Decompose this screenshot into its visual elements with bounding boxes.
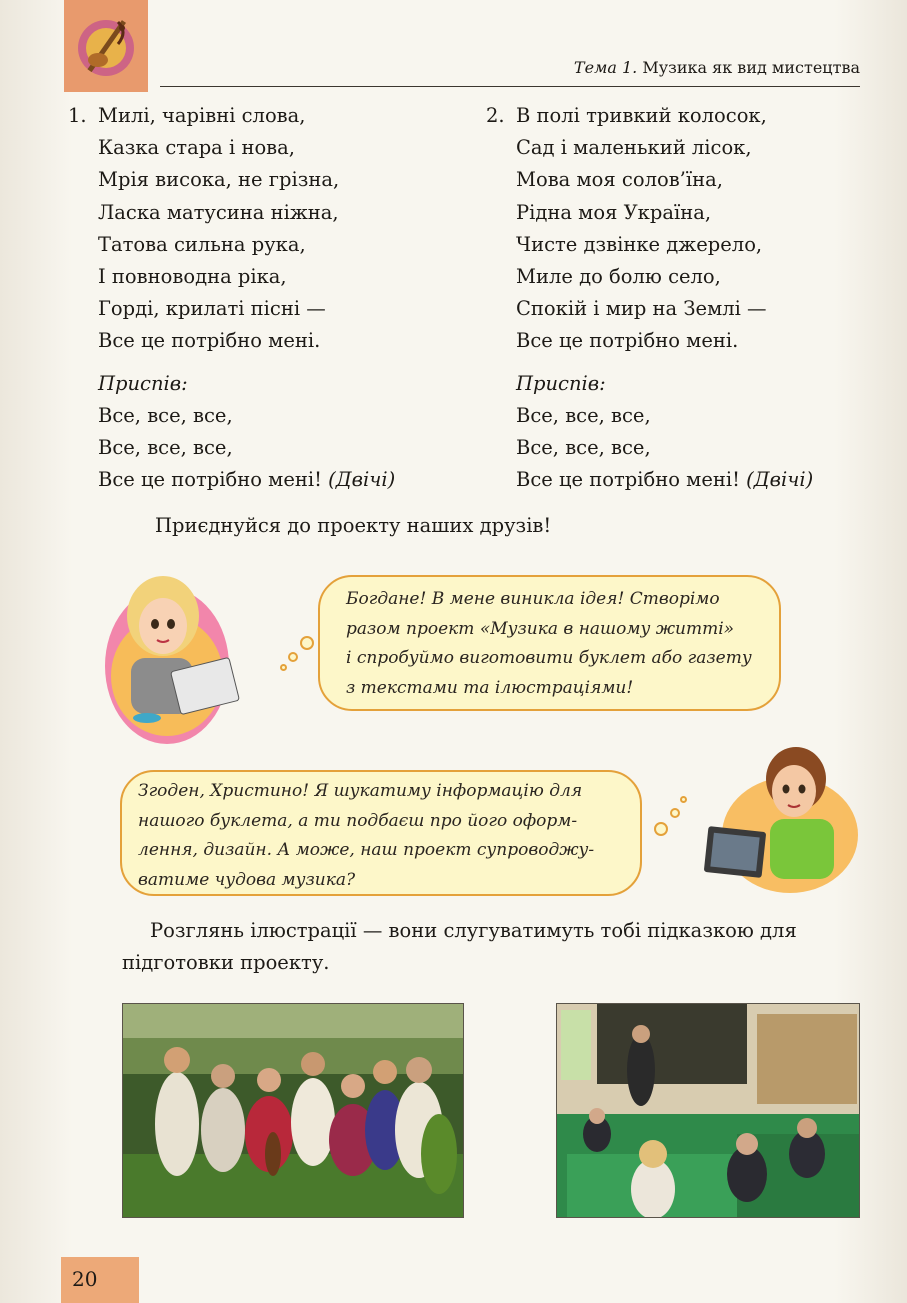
poem-line: Рідна моя Україна,: [516, 200, 712, 224]
poem-line-text: Милі, чарівні слова,: [98, 104, 306, 127]
bubble-line: і спробуймо виготовити буклет або газету: [346, 648, 752, 668]
girl-illustration: [105, 566, 250, 751]
paragraph-line: Розглянь ілюстрації — вони слугуватимуть тобі підказкою для: [150, 919, 797, 942]
bubble-line: ватиме чудова музика?: [138, 869, 356, 890]
bubble-line: нашого буклета, а ти подбаєш про його оформ-: [138, 810, 578, 831]
repeat-note: (Двічі): [328, 468, 396, 492]
poem-line: Мрія висока, не грізна,: [98, 168, 340, 192]
verse-number: 2.: [486, 104, 505, 127]
thought-dot: [280, 664, 287, 671]
poem-line: Миле до болю село,: [516, 264, 721, 288]
invite-heading: Приєднуйся до проекту наших друзів!: [155, 514, 552, 537]
poem-line: І повноводна ріка,: [98, 264, 287, 288]
bubble-line: разом проект «Музика в нашому житті»: [346, 618, 735, 639]
thought-dot: [288, 652, 298, 662]
poem-line: Ласка матусина ніжна,: [98, 200, 339, 224]
poem-verse-2: [486, 100, 856, 496]
bubble-line: з текстами та ілюстраціями!: [346, 677, 634, 698]
poem-line: Татова сильна рука,: [98, 232, 306, 256]
poem-line: Все це потрібно мені.: [98, 329, 321, 353]
poem-line: Чисте дзвінке джерело,: [516, 232, 763, 256]
poem-line: Спокій і мир на Землі —: [516, 297, 767, 321]
music-instruments-icon: [70, 8, 142, 86]
thought-dot: [680, 796, 687, 803]
topic-label: Тема 1.: [573, 58, 638, 77]
thought-dot: [654, 822, 668, 836]
page-number: 20: [72, 1267, 98, 1291]
thought-dot: [300, 636, 314, 650]
chorus-line: Все, все, все,: [98, 435, 233, 459]
poem-line: [486, 100, 856, 132]
topic-title: Музика як вид мистецтва: [642, 58, 860, 77]
chorus-line-text: Все це потрібно мені!: [516, 468, 740, 492]
section-emblem: [64, 0, 148, 92]
chorus-line: [486, 464, 856, 496]
poem-line-text: В полі тривкий колосок,: [516, 104, 767, 127]
poem-verse-1: [68, 100, 463, 496]
bubble-line: Богдане! В мене виникла ідея! Створімо: [346, 589, 720, 609]
repeat-note: (Двічі): [746, 468, 814, 492]
verse-number: 1.: [68, 104, 87, 127]
chorus-line-text: Все це потрібно мені!: [98, 468, 322, 492]
folk-ensemble-photo: [122, 1003, 464, 1218]
chorus-title: Приспів:: [98, 371, 188, 395]
boy-illustration: [700, 735, 860, 895]
chorus-line: Все, все, все,: [516, 435, 651, 459]
instruction-paragraph: [122, 915, 862, 979]
chorus-line: Все, все, все,: [516, 403, 651, 427]
poem-line: Казка стара і нова,: [98, 136, 295, 160]
poem-line: Все це потрібно мені.: [516, 329, 739, 353]
poem-line: Сад і маленький лісок,: [516, 136, 752, 160]
bubble-line: Згоден, Христино! Я шукатиму інформацію для: [138, 781, 583, 801]
girl-speech-bubble: [318, 575, 781, 711]
paragraph-line: підготовки проекту.: [122, 951, 330, 974]
classroom-photo: [556, 1003, 860, 1218]
chorus-line: Все, все, все,: [98, 403, 233, 427]
chorus-title: Приспів:: [516, 371, 606, 395]
header-rule: [160, 86, 860, 87]
running-head: [574, 58, 860, 77]
poem-line: Мова моя солов’їна,: [516, 168, 723, 192]
poem-line: [68, 100, 463, 132]
thought-dot: [670, 808, 680, 818]
chorus-line: [68, 464, 463, 496]
bubble-line: лення, дизайн. А може, наш проект супроводжу-: [138, 840, 595, 860]
boy-speech-bubble: [120, 770, 642, 896]
poem-line: Горді, крилаті пісні —: [98, 297, 326, 321]
